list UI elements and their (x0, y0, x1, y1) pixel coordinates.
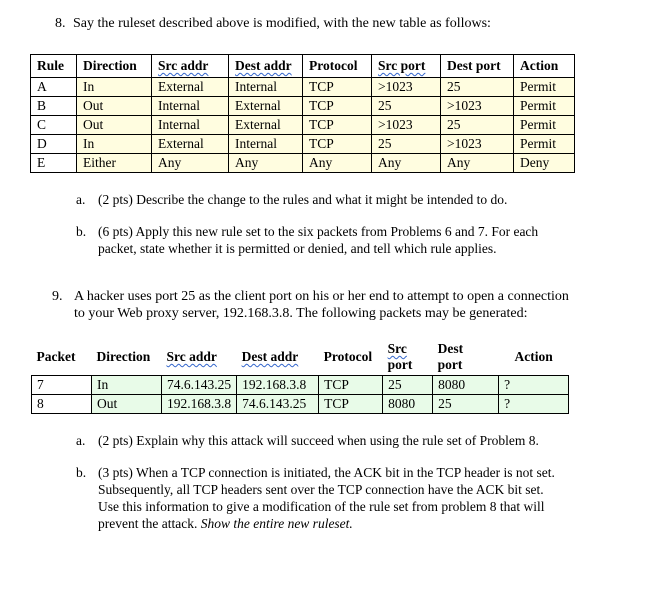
cell-protocol: TCP (303, 97, 372, 116)
header-src-port: Src port (387, 341, 413, 372)
cell-direction: Out (77, 116, 152, 135)
header-rule: Rule (31, 55, 77, 78)
cell-protocol: Any (303, 154, 372, 173)
header-dest-port: Dest port (437, 341, 464, 372)
header-direction: Direction (77, 55, 152, 78)
packet-row (32, 395, 569, 414)
q8-part-b-line1: (6 pts) Apply this new rule set to the six packets from Problems 6 and 7. For each (98, 224, 539, 239)
rule-row (31, 154, 575, 173)
cell-dest-port: 25 (433, 395, 499, 414)
cell-src-port: >1023 (372, 116, 441, 135)
cell-action: Permit (514, 135, 575, 154)
cell-dest-addr: 74.6.143.25 (237, 395, 319, 414)
rule-row (31, 97, 575, 116)
q9-line2: to your Web proxy server, 192.168.3.8. The following packets may be generated: (74, 306, 528, 321)
cell-direction: Either (77, 154, 152, 173)
cell-dest-port: 8080 (433, 376, 499, 395)
cell-dest-addr: External (229, 116, 303, 135)
q8-part-b-line2: packet, state whether it is permitted or denied, and tell which rule applies. (98, 241, 497, 256)
q9-part-a-text: (2 pts) Explain why this attack will succeed when using the rule set of Problem 8. (98, 433, 539, 448)
cell-src-port: 25 (383, 376, 433, 395)
cell-action: Permit (514, 97, 575, 116)
cell-dest-port: >1023 (441, 135, 514, 154)
cell-protocol: TCP (303, 78, 372, 97)
cell-src-port: 25 (372, 135, 441, 154)
cell-src-port: 25 (372, 97, 441, 116)
cell-dest-port: Any (441, 154, 514, 173)
cell-action: ? (499, 376, 569, 395)
cell-direction: In (77, 78, 152, 97)
q9-part-b-line2: Subsequently, all TCP headers sent over the TCP connection have the ACK bit set. (98, 482, 544, 497)
cell-src-addr: Internal (152, 116, 229, 135)
cell-src-addr: Any (152, 154, 229, 173)
cell-direction: Out (92, 395, 162, 414)
cell-action: ? (499, 395, 569, 414)
header-action: Action (514, 349, 553, 364)
packets-table (31, 339, 569, 414)
q9-line1: A hacker uses port 25 as the client port on his or her end to attempt to open a connection (74, 289, 569, 304)
ruleset-table (30, 54, 575, 173)
cell-src-addr: Internal (152, 97, 229, 116)
cell-src-port: 8080 (383, 395, 433, 414)
cell-action: Deny (514, 154, 575, 173)
header-action: Action (514, 55, 575, 78)
header-src-port: Src port (372, 55, 441, 78)
header-src-addr: Src addr (166, 349, 217, 364)
packet-row (32, 376, 569, 395)
cell-src-port: Any (372, 154, 441, 173)
header-direction: Direction (96, 349, 151, 364)
q8-part-a-text: (2 pts) Describe the change to the rules and what it might be intended to do. (98, 192, 508, 207)
cell-action: Permit (514, 116, 575, 135)
cell-direction: In (92, 376, 162, 395)
header-src-addr: Src addr (152, 55, 229, 78)
q8-number: 8. (55, 16, 66, 31)
q9-part-b-line1: (3 pts) When a TCP connection is initiated, the ACK bit in the TCP header is not set. (98, 465, 555, 480)
cell-rule: D (31, 135, 77, 154)
cell-rule: A (31, 78, 77, 97)
cell-rule: C (31, 116, 77, 135)
header-dest-port: Dest port (441, 55, 514, 78)
cell-direction: In (77, 135, 152, 154)
cell-dest-addr: External (229, 97, 303, 116)
rule-row (31, 78, 575, 97)
cell-packet: 8 (32, 395, 92, 414)
cell-rule: B (31, 97, 77, 116)
header-dest-addr: Dest addr (229, 55, 303, 78)
cell-dest-addr: Internal (229, 135, 303, 154)
q9-part-b-line4: prevent the attack. Show the entire new ruleset. (98, 516, 353, 531)
cell-dest-port: 25 (441, 78, 514, 97)
q9-number: 9. (52, 289, 63, 304)
header-protocol: Protocol (303, 55, 372, 78)
q9-part-b-label: b. (76, 465, 87, 480)
cell-dest-port: >1023 (441, 97, 514, 116)
cell-action: Permit (514, 78, 575, 97)
packets-header-row (32, 339, 569, 376)
cell-protocol: TCP (303, 116, 372, 135)
cell-dest-addr: Internal (229, 78, 303, 97)
cell-dest-port: 25 (441, 116, 514, 135)
q8-part-b-label: b. (76, 224, 87, 239)
cell-direction: Out (77, 97, 152, 116)
q8-part-a-label: a. (76, 192, 86, 207)
header-dest-addr: Dest addr (241, 349, 299, 364)
header-packet: Packet (36, 349, 76, 364)
header-protocol: Protocol (323, 349, 373, 364)
cell-protocol: TCP (303, 135, 372, 154)
cell-rule: E (31, 154, 77, 173)
cell-src-port: >1023 (372, 78, 441, 97)
cell-dest-addr: 192.168.3.8 (237, 376, 319, 395)
ruleset-header-row (31, 55, 575, 78)
cell-src-addr: External (152, 78, 229, 97)
q8-text: Say the ruleset described above is modified, with the new table as follows: (73, 16, 491, 31)
q9-part-b-line3: Use this information to give a modification of the rule set from problem 8 that will (98, 499, 545, 514)
cell-src-addr: 192.168.3.8 (162, 395, 237, 414)
cell-src-addr: External (152, 135, 229, 154)
cell-protocol: TCP (319, 376, 383, 395)
q9-part-a-label: a. (76, 433, 86, 448)
cell-dest-addr: Any (229, 154, 303, 173)
rule-row (31, 116, 575, 135)
cell-src-addr: 74.6.143.25 (162, 376, 237, 395)
cell-packet: 7 (32, 376, 92, 395)
cell-protocol: TCP (319, 395, 383, 414)
rule-row (31, 135, 575, 154)
